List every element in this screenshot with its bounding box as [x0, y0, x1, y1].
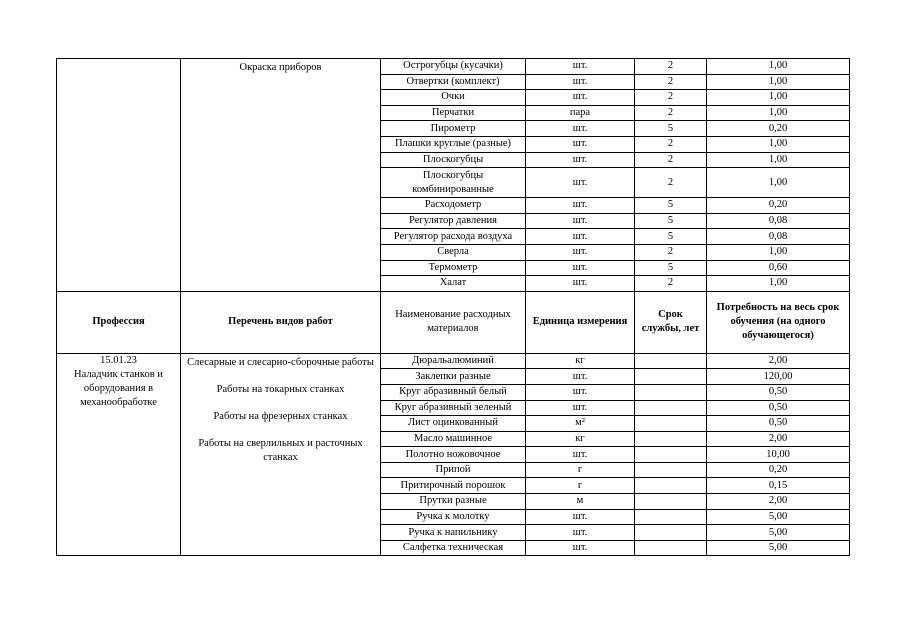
unit-cell: шт.: [526, 525, 635, 541]
profession-cell: [57, 353, 181, 556]
header-service-life: Срок службы, лет: [635, 291, 707, 353]
section-2: [57, 353, 850, 556]
unit-cell: шт.: [526, 384, 635, 400]
service-life-cell: 2: [635, 168, 707, 198]
service-life-cell: [635, 416, 707, 432]
unit-cell: шт.: [526, 260, 635, 276]
material-name: Масло машинное: [381, 431, 526, 447]
material-name: Расходометр: [381, 198, 526, 214]
service-life-cell: 5: [635, 198, 707, 214]
quantity-cell: 0,20: [707, 462, 850, 478]
service-life-cell: [635, 431, 707, 447]
quantity-cell: 2,00: [707, 431, 850, 447]
quantity-cell: 0,08: [707, 213, 850, 229]
table-row: [57, 59, 850, 75]
material-name: Полотно ножовочное: [381, 447, 526, 463]
unit-cell: шт.: [526, 540, 635, 556]
material-name: Ручка к напильнику: [381, 525, 526, 541]
unit-cell: шт.: [526, 59, 635, 75]
service-life-cell: 5: [635, 213, 707, 229]
material-name: Сверла: [381, 244, 526, 260]
service-life-cell: 2: [635, 136, 707, 152]
service-life-cell: 2: [635, 59, 707, 75]
quantity-cell: 2,00: [707, 494, 850, 510]
material-name: Лист оцинкованный: [381, 416, 526, 432]
quantity-cell: 0,50: [707, 416, 850, 432]
unit-cell: шт.: [526, 509, 635, 525]
service-life-cell: 5: [635, 121, 707, 137]
profession-code: 15.01.23: [100, 354, 137, 366]
quantity-cell: 1,00: [707, 90, 850, 106]
work-item: Слесарные и слесарно-сборочные работы: [187, 356, 374, 368]
work-item: Работы на фрезерных станках: [213, 410, 348, 422]
service-life-cell: [635, 447, 707, 463]
table-row: [57, 353, 850, 369]
service-life-cell: [635, 509, 707, 525]
works-cell: [181, 353, 381, 556]
work-item: Окраска приборов: [239, 62, 322, 73]
work-item: Работы на токарных станках: [216, 383, 345, 395]
profession-name: Наладчик станков и оборудования в механообработке: [74, 368, 163, 408]
service-life-cell: [635, 462, 707, 478]
unit-cell: шт.: [526, 213, 635, 229]
header-material: Наименование расходных материалов: [381, 291, 526, 353]
unit-cell: шт.: [526, 168, 635, 198]
quantity-cell: 5,00: [707, 525, 850, 541]
unit-cell: шт.: [526, 276, 635, 292]
service-life-cell: [635, 525, 707, 541]
unit-cell: шт.: [526, 74, 635, 90]
material-name: Регулятор давления: [381, 213, 526, 229]
material-name: Заклепки разные: [381, 369, 526, 385]
unit-cell: шт.: [526, 400, 635, 416]
material-name: Регулятор расхода воздуха: [381, 229, 526, 245]
material-name: Перчатки: [381, 105, 526, 121]
quantity-cell: 1,00: [707, 276, 850, 292]
quantity-cell: 0,50: [707, 384, 850, 400]
quantity-cell: 2,00: [707, 353, 850, 369]
quantity-cell: 1,00: [707, 152, 850, 168]
header-unit: Единица измерения: [526, 291, 635, 353]
material-name: Прутки разные: [381, 494, 526, 510]
quantity-cell: 10,00: [707, 447, 850, 463]
quantity-cell: 0,20: [707, 121, 850, 137]
unit-cell: шт.: [526, 136, 635, 152]
material-name: Салфетка техническая: [381, 540, 526, 556]
section-1: [57, 59, 850, 292]
service-life-cell: [635, 384, 707, 400]
quantity-cell: 1,00: [707, 136, 850, 152]
unit-cell: шт.: [526, 244, 635, 260]
quantity-cell: 0,20: [707, 198, 850, 214]
header-profession: Профессия: [57, 291, 181, 353]
material-name: Круг абразивный белый: [381, 384, 526, 400]
service-life-cell: [635, 494, 707, 510]
quantity-cell: 0,50: [707, 400, 850, 416]
material-name: Плоскогубцы: [381, 152, 526, 168]
service-life-cell: [635, 353, 707, 369]
service-life-cell: [635, 540, 707, 556]
quantity-cell: 0,15: [707, 478, 850, 494]
unit-cell: м²: [526, 416, 635, 432]
service-life-cell: 2: [635, 276, 707, 292]
material-name: Плашки круглые (разные): [381, 136, 526, 152]
material-name: Отвертки (комплект): [381, 74, 526, 90]
material-name: Ручка к молотку: [381, 509, 526, 525]
quantity-cell: 0,08: [707, 229, 850, 245]
quantity-cell: 0,60: [707, 260, 850, 276]
unit-cell: шт.: [526, 447, 635, 463]
material-name: Притирочный порошок: [381, 478, 526, 494]
material-name: Халат: [381, 276, 526, 292]
service-life-cell: 5: [635, 260, 707, 276]
unit-cell: шт.: [526, 198, 635, 214]
quantity-cell: 120,00: [707, 369, 850, 385]
profession-cell: [57, 59, 181, 292]
quantity-cell: 1,00: [707, 168, 850, 198]
service-life-cell: [635, 400, 707, 416]
header-need: Потребность на весь срок обучения (на одного обучающегося): [707, 291, 850, 353]
service-life-cell: [635, 369, 707, 385]
work-item: Работы на сверлильных и расточных станках: [198, 437, 363, 463]
material-name: Острогубцы (кусачки): [381, 59, 526, 75]
unit-cell: шт.: [526, 90, 635, 106]
material-name: Припой: [381, 462, 526, 478]
material-name: Термометр: [381, 260, 526, 276]
unit-cell: г: [526, 478, 635, 494]
service-life-cell: 2: [635, 244, 707, 260]
service-life-cell: 2: [635, 105, 707, 121]
material-name: Пирометр: [381, 121, 526, 137]
unit-cell: кг: [526, 353, 635, 369]
header-works: Перечень видов работ: [181, 291, 381, 353]
table-header: [57, 291, 850, 353]
quantity-cell: 1,00: [707, 244, 850, 260]
materials-table: [56, 58, 850, 556]
unit-cell: шт.: [526, 152, 635, 168]
quantity-cell: 5,00: [707, 509, 850, 525]
service-life-cell: 5: [635, 229, 707, 245]
unit-cell: шт.: [526, 229, 635, 245]
quantity-cell: 1,00: [707, 59, 850, 75]
service-life-cell: 2: [635, 90, 707, 106]
service-life-cell: 2: [635, 74, 707, 90]
material-name: Дюральалюминий: [381, 353, 526, 369]
unit-cell: кг: [526, 431, 635, 447]
unit-cell: шт.: [526, 369, 635, 385]
material-name: Круг абразивный зеленый: [381, 400, 526, 416]
quantity-cell: 1,00: [707, 74, 850, 90]
quantity-cell: 5,00: [707, 540, 850, 556]
unit-cell: шт.: [526, 121, 635, 137]
unit-cell: г: [526, 462, 635, 478]
service-life-cell: 2: [635, 152, 707, 168]
service-life-cell: [635, 478, 707, 494]
material-name: Плоскогубцы комбинированные: [381, 168, 526, 198]
unit-cell: пара: [526, 105, 635, 121]
material-name: Очки: [381, 90, 526, 106]
quantity-cell: 1,00: [707, 105, 850, 121]
works-cell: [181, 59, 381, 292]
unit-cell: м: [526, 494, 635, 510]
